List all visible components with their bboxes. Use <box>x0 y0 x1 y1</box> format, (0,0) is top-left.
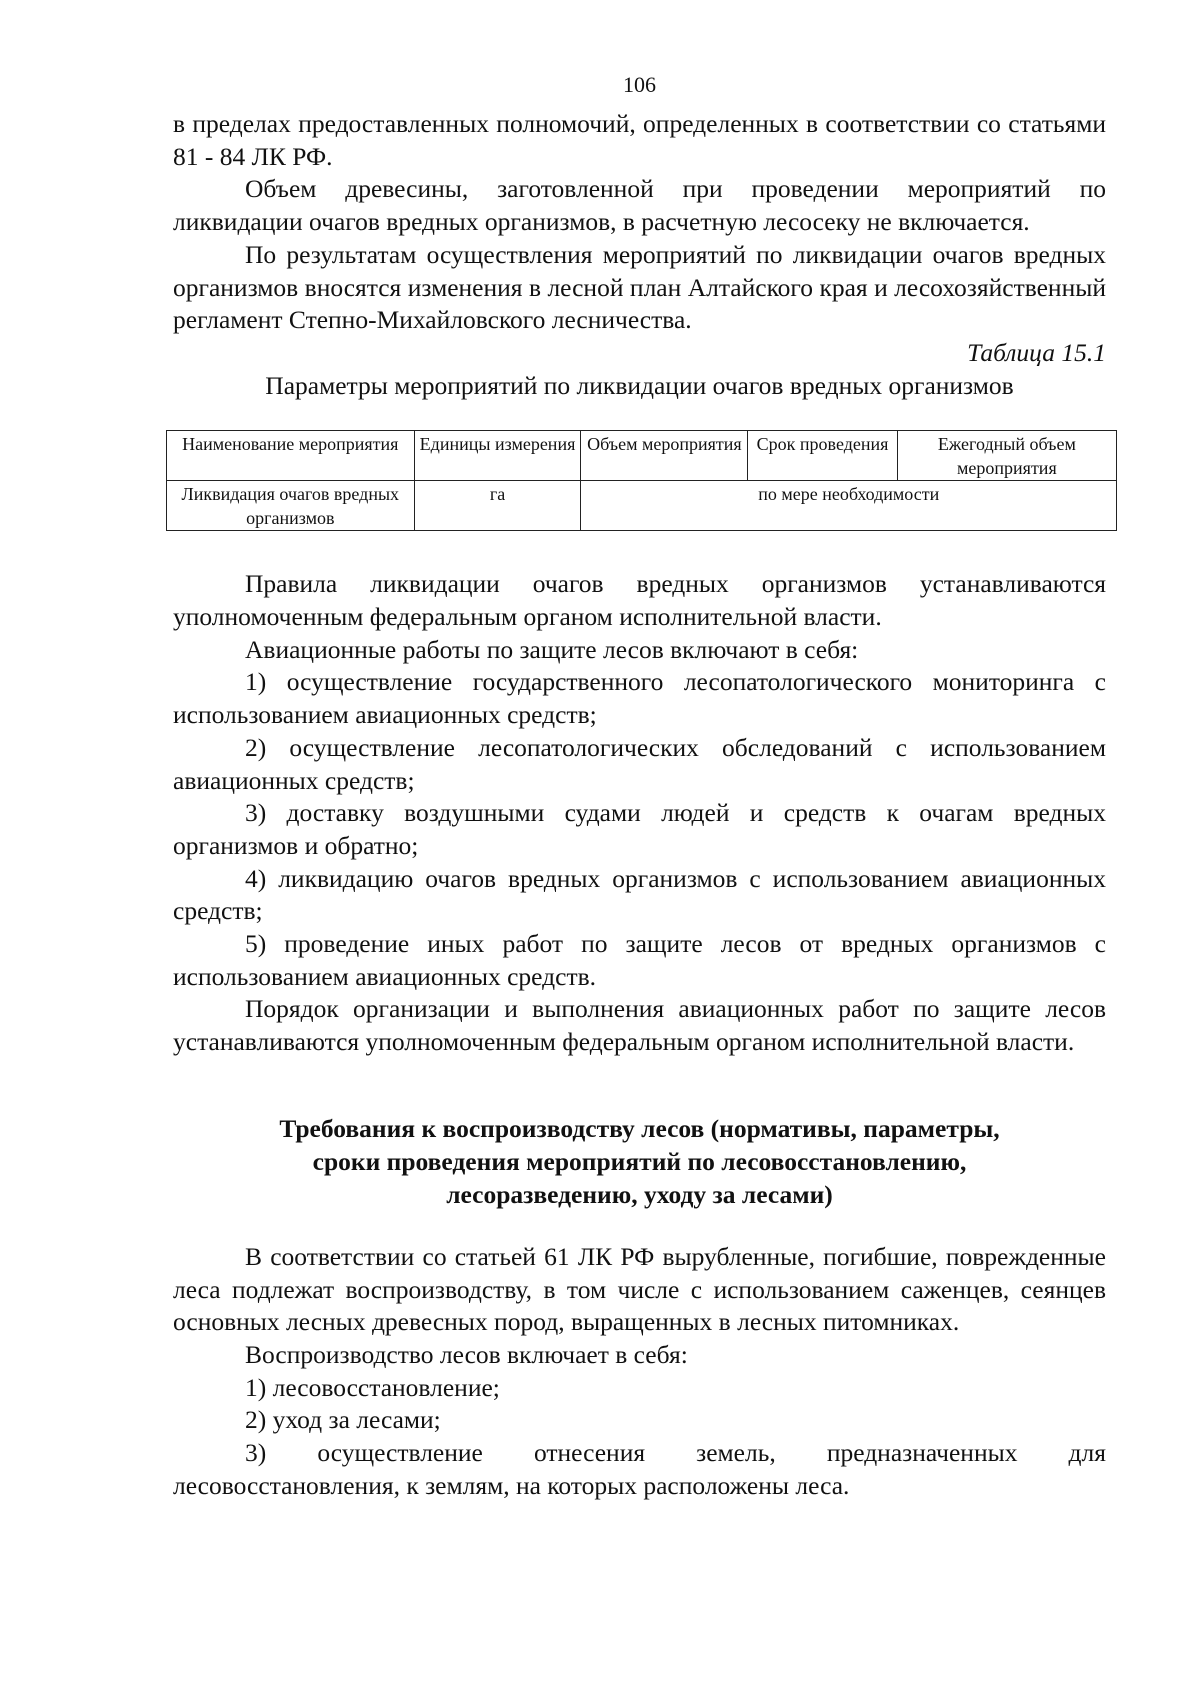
table-header-cell: Единицы измерения <box>414 431 581 481</box>
table-header-cell: Ежегодный объем мероприятия <box>897 431 1116 481</box>
list-item: 2) осуществление лесопатологических обследований с использованием авиационных средств; <box>173 732 1106 795</box>
list-item: 4) ликвидацию очагов вредных организмов с использованием авиационных средств; <box>173 863 1106 926</box>
table-header-row <box>167 431 1117 481</box>
paragraph: По результатам осуществления мероприятий по ликвидации очагов вредных организмов вносятся изменения в лесной план Алтайского края и лесохозяйственный регламент Степно-Михайловского лесничества. <box>173 239 1106 335</box>
paragraph: Авиационные работы по защите лесов включают в себя: <box>245 634 859 664</box>
paragraph: Воспроизводство лесов включает в себя: <box>245 1339 688 1369</box>
measures-table <box>166 430 1117 531</box>
list-item: 5) проведение иных работ по защите лесов от вредных организмов с использованием авиационных средств. <box>173 929 1106 991</box>
table-title: Параметры мероприятий по ликвидации очагов вредных организмов <box>265 370 1014 400</box>
page-number: 106 <box>623 72 656 97</box>
table-header-cell: Объем мероприятия <box>581 431 748 481</box>
list-item: 1) лесовосстановление; <box>245 1372 500 1402</box>
list-item: 3) доставку воздушными судами людей и средств к очагам вредных организмов и обратно; <box>173 798 1106 860</box>
paragraph: Порядок организации и выполнения авиационных работ по защите лесов устанавливаются уполномоченным федеральным органом исполнительной власти. <box>173 994 1106 1057</box>
table-cell-merged: по мере необходимости <box>581 481 1117 531</box>
paragraph: Правила ликвидации очагов вредных организмов устанавливаются уполномоченным федеральным органом исполнительной власти. <box>173 569 1106 632</box>
paragraph: Объем древесины, заготовленной при проведении мероприятий по ликвидации очагов вредных организмов, в расчетную лесосеку не включается. <box>173 174 1106 237</box>
table-row <box>167 481 1117 531</box>
paragraph: в пределах предоставленных полномочий, определенных в соответствии со статьями 81 - 84 ЛК РФ. <box>173 109 1106 171</box>
heading-line: лесоразведению, уходу за лесами) <box>446 1179 833 1209</box>
table-cell-unit: га <box>414 481 581 531</box>
heading-line: Требования к воспроизводству лесов (нормативы, параметры, <box>279 1113 1000 1143</box>
list-item: 2) уход за лесами; <box>245 1405 441 1435</box>
table-header-cell: Срок проведения <box>748 431 897 481</box>
list-item: 3) осуществление отнесения земель, предназначенных для лесовосстановления, к землям, на которых расположены леса. <box>173 1438 1106 1500</box>
list-item: 1) осуществление государственного лесопатологического мониторинга с использованием авиационных средств; <box>173 667 1106 730</box>
table-cell-name: Ликвидация очагов вредных организмов <box>167 481 415 531</box>
table-header-cell: Наименование мероприятия <box>167 431 415 481</box>
table-label: Таблица 15.1 <box>967 337 1106 367</box>
section-heading <box>173 1112 1106 1211</box>
paragraph: В соответствии со статьей 61 ЛК РФ вырубленные, погибшие, поврежденные леса подлежат воспроизводству, в том числе с использованием саженцев, сеянцев основных лесных древесных пород, выращенных в лесных питомниках. <box>173 1241 1106 1337</box>
heading-line: сроки проведения мероприятий по лесовосстановлению, <box>312 1146 967 1176</box>
